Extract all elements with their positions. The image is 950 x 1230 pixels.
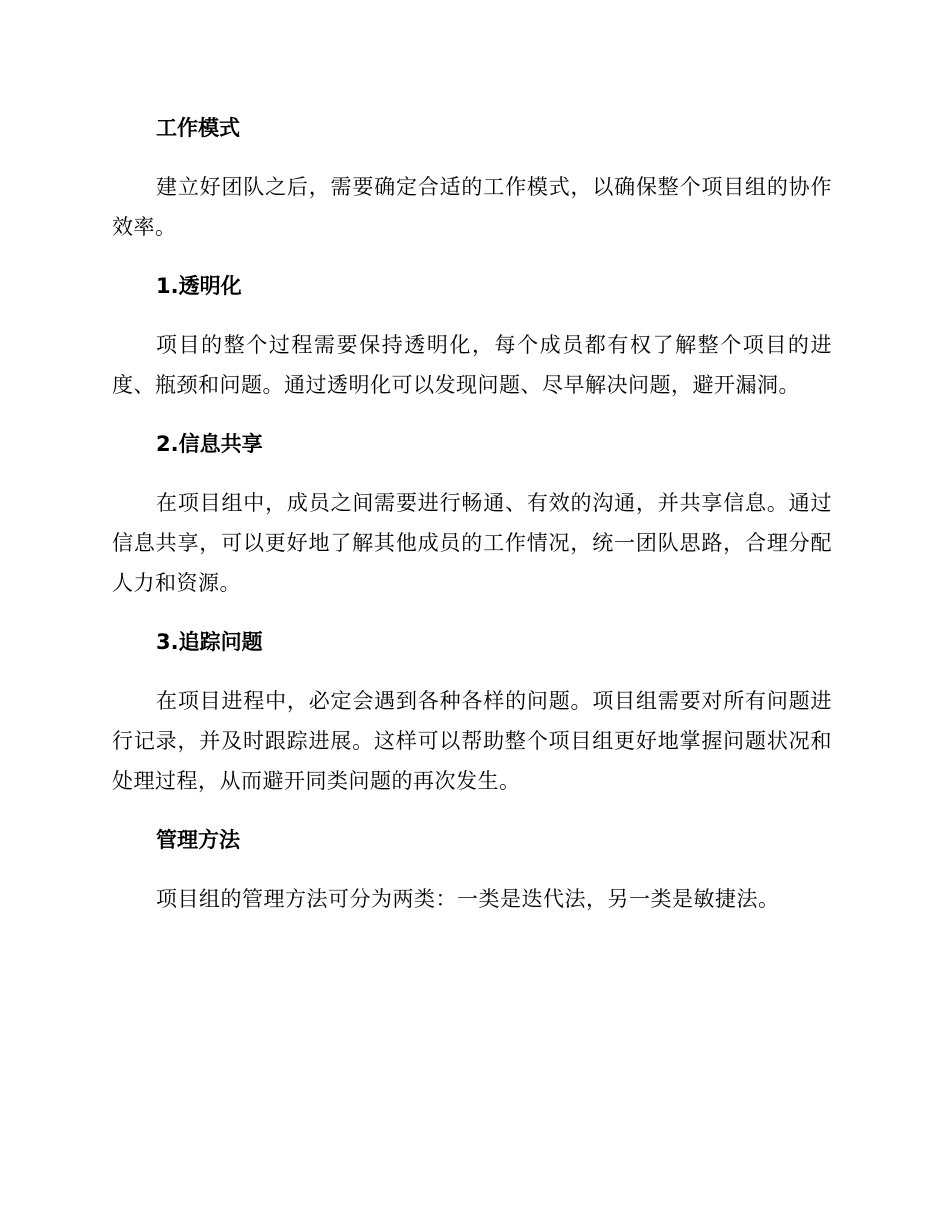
section-heading-issue-tracking: 3.追踪问题 (156, 630, 263, 654)
section-paragraph-transparency: 项目的整个过程需要保持透明化，每个成员都有权了解整个项目的进度、瓶颈和问题。通过透明化可以发现问题、尽早解决问题，避开漏洞。 (112, 333, 832, 397)
section-paragraph-information-sharing: 在项目组中，成员之间需要进行畅通、有效的沟通，并共享信息。通过信息共享，可以更好地了解其他成员的工作情况，统一团队思路，合理分配人力和资源。 (112, 491, 832, 595)
document-body (112, 108, 832, 938)
section-heading-information-sharing: 2.信息共享 (156, 432, 263, 456)
section-heading-transparency: 1.透明化 (156, 274, 242, 298)
section-paragraph-management-methods: 项目组的管理方法可分为两类：一类是迭代法，另一类是敏捷法。 (156, 887, 780, 911)
section-paragraph-work-mode: 建立好团队之后，需要确定合适的工作模式，以确保整个项目组的协作效率。 (112, 175, 832, 239)
section-heading-management-methods: 管理方法 (156, 828, 240, 852)
section-paragraph-issue-tracking: 在项目进程中，必定会遇到各种各样的问题。项目组需要对所有问题进行记录，并及时跟踪进展。这样可以帮助整个项目组更好地掌握问题状况和处理过程，从而避开同类问题的再次发生。 (112, 689, 832, 793)
section-heading-work-mode: 工作模式 (156, 116, 240, 140)
